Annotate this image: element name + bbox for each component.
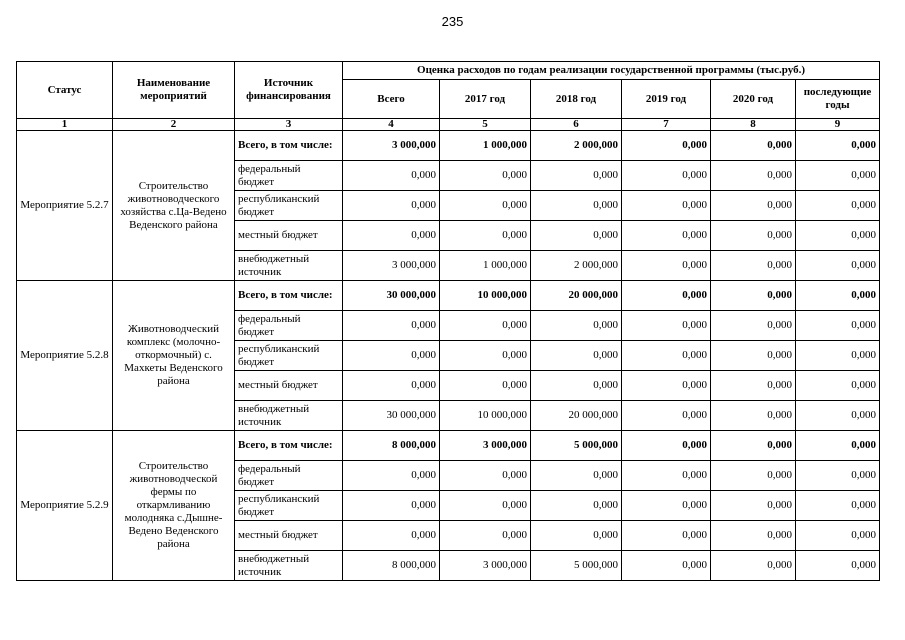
header-2020: 2020 год: [711, 80, 796, 119]
value-2020: 0,000: [711, 161, 796, 191]
header-2017: 2017 год: [440, 80, 531, 119]
value-2018: 5 000,000: [531, 431, 622, 461]
value-2019: 0,000: [622, 161, 711, 191]
value-2020: 0,000: [711, 461, 796, 491]
value-total: 3 000,000: [343, 131, 440, 161]
value-2020: 0,000: [711, 341, 796, 371]
source-republican: республиканский бюджет: [235, 341, 343, 371]
value-2019: 0,000: [622, 401, 711, 431]
value-2018: 0,000: [531, 161, 622, 191]
header-later-years: последующие годы: [796, 80, 880, 119]
budget-table: [16, 61, 880, 581]
source-republican: республиканский бюджет: [235, 191, 343, 221]
table-body: [17, 131, 880, 581]
value-2017: 10 000,000: [440, 281, 531, 311]
header-name: Наименование мероприятий: [113, 62, 235, 119]
source-local: местный бюджет: [235, 371, 343, 401]
value-later-years: 0,000: [796, 191, 880, 221]
value-2018: 0,000: [531, 311, 622, 341]
value-2018: 2 000,000: [531, 131, 622, 161]
source-federal: федеральный бюджет: [235, 461, 343, 491]
source-local: местный бюджет: [235, 521, 343, 551]
value-2020: 0,000: [711, 221, 796, 251]
value-later-years: 0,000: [796, 431, 880, 461]
value-total: 30 000,000: [343, 401, 440, 431]
value-2017: 0,000: [440, 371, 531, 401]
value-total: 0,000: [343, 311, 440, 341]
measure-status: Мероприятие 5.2.9: [17, 431, 113, 581]
value-total: 0,000: [343, 341, 440, 371]
value-2017: 0,000: [440, 161, 531, 191]
measure-name: Животноводческий комплекс (молочно-откормочный) с. Махкеты Веденского района: [113, 281, 235, 431]
column-number: 2: [113, 119, 235, 131]
value-total: 0,000: [343, 491, 440, 521]
value-total: 0,000: [343, 461, 440, 491]
value-2018: 2 000,000: [531, 251, 622, 281]
measure-status: Мероприятие 5.2.7: [17, 131, 113, 281]
value-later-years: 0,000: [796, 521, 880, 551]
value-later-years: 0,000: [796, 281, 880, 311]
value-2020: 0,000: [711, 491, 796, 521]
value-2019: 0,000: [622, 521, 711, 551]
value-later-years: 0,000: [796, 251, 880, 281]
measure-name: Строительство животноводческого хозяйства с.Ца-Ведено Веденского района: [113, 131, 235, 281]
header-source: Источник финансирования: [235, 62, 343, 119]
source-total: Всего, в том числе:: [235, 131, 343, 161]
source-republican: республиканский бюджет: [235, 491, 343, 521]
value-2020: 0,000: [711, 551, 796, 581]
header-estimate: Оценка расходов по годам реализации государственной программы (тыс.руб.): [343, 62, 880, 80]
value-total: 0,000: [343, 191, 440, 221]
value-2020: 0,000: [711, 311, 796, 341]
value-later-years: 0,000: [796, 551, 880, 581]
value-2019: 0,000: [622, 311, 711, 341]
value-later-years: 0,000: [796, 341, 880, 371]
value-later-years: 0,000: [796, 371, 880, 401]
value-2017: 0,000: [440, 311, 531, 341]
header-2019: 2019 год: [622, 80, 711, 119]
column-number: 1: [17, 119, 113, 131]
value-2019: 0,000: [622, 551, 711, 581]
column-number: 5: [440, 119, 531, 131]
value-2020: 0,000: [711, 131, 796, 161]
value-2018: 20 000,000: [531, 401, 622, 431]
column-number: 7: [622, 119, 711, 131]
value-later-years: 0,000: [796, 401, 880, 431]
table-row: [17, 281, 880, 311]
source-extrabudgetary: внебюджетный источник: [235, 251, 343, 281]
column-number: 4: [343, 119, 440, 131]
source-extrabudgetary: внебюджетный источник: [235, 551, 343, 581]
value-2018: 20 000,000: [531, 281, 622, 311]
value-2019: 0,000: [622, 461, 711, 491]
value-2019: 0,000: [622, 491, 711, 521]
source-extrabudgetary: внебюджетный источник: [235, 401, 343, 431]
page-number: 235: [441, 14, 464, 29]
value-2020: 0,000: [711, 281, 796, 311]
value-2017: 0,000: [440, 341, 531, 371]
source-local: местный бюджет: [235, 221, 343, 251]
measure-status: Мероприятие 5.2.8: [17, 281, 113, 431]
value-2019: 0,000: [622, 431, 711, 461]
value-2019: 0,000: [622, 131, 711, 161]
column-number: 9: [796, 119, 880, 131]
table-row: [17, 431, 880, 461]
value-2019: 0,000: [622, 251, 711, 281]
value-later-years: 0,000: [796, 491, 880, 521]
value-2018: 0,000: [531, 371, 622, 401]
value-2017: 0,000: [440, 191, 531, 221]
value-2020: 0,000: [711, 371, 796, 401]
value-2017: 3 000,000: [440, 551, 531, 581]
value-2017: 0,000: [440, 221, 531, 251]
value-2017: 1 000,000: [440, 251, 531, 281]
source-federal: федеральный бюджет: [235, 311, 343, 341]
column-number: 6: [531, 119, 622, 131]
value-2020: 0,000: [711, 401, 796, 431]
column-number: 3: [235, 119, 343, 131]
measure-name: Строительство животноводческой фермы по откармливанию молодняка с.Дышне-Ведено Веденского района: [113, 431, 235, 581]
value-total: 8 000,000: [343, 551, 440, 581]
value-2018: 0,000: [531, 521, 622, 551]
source-total: Всего, в том числе:: [235, 281, 343, 311]
value-2018: 5 000,000: [531, 551, 622, 581]
source-total: Всего, в том числе:: [235, 431, 343, 461]
value-2017: 0,000: [440, 491, 531, 521]
value-2018: 0,000: [531, 461, 622, 491]
value-total: 8 000,000: [343, 431, 440, 461]
value-later-years: 0,000: [796, 311, 880, 341]
value-2019: 0,000: [622, 281, 711, 311]
value-2020: 0,000: [711, 431, 796, 461]
value-later-years: 0,000: [796, 161, 880, 191]
header-status: Статус: [17, 62, 113, 119]
value-2020: 0,000: [711, 191, 796, 221]
value-2020: 0,000: [711, 251, 796, 281]
value-2017: 0,000: [440, 521, 531, 551]
value-2017: 1 000,000: [440, 131, 531, 161]
value-2017: 3 000,000: [440, 431, 531, 461]
value-2018: 0,000: [531, 221, 622, 251]
source-federal: федеральный бюджет: [235, 161, 343, 191]
column-number: 8: [711, 119, 796, 131]
value-2017: 10 000,000: [440, 401, 531, 431]
value-total: 0,000: [343, 371, 440, 401]
header-total: Всего: [343, 80, 440, 119]
value-later-years: 0,000: [796, 131, 880, 161]
value-2018: 0,000: [531, 341, 622, 371]
value-total: 0,000: [343, 521, 440, 551]
value-2020: 0,000: [711, 521, 796, 551]
value-2019: 0,000: [622, 191, 711, 221]
value-2019: 0,000: [622, 341, 711, 371]
value-total: 0,000: [343, 161, 440, 191]
value-2018: 0,000: [531, 491, 622, 521]
value-2019: 0,000: [622, 221, 711, 251]
value-2019: 0,000: [622, 371, 711, 401]
value-2018: 0,000: [531, 191, 622, 221]
value-total: 0,000: [343, 221, 440, 251]
table-row: [17, 131, 880, 161]
value-total: 30 000,000: [343, 281, 440, 311]
value-total: 3 000,000: [343, 251, 440, 281]
value-2017: 0,000: [440, 461, 531, 491]
value-later-years: 0,000: [796, 221, 880, 251]
value-later-years: 0,000: [796, 461, 880, 491]
header-2018: 2018 год: [531, 80, 622, 119]
